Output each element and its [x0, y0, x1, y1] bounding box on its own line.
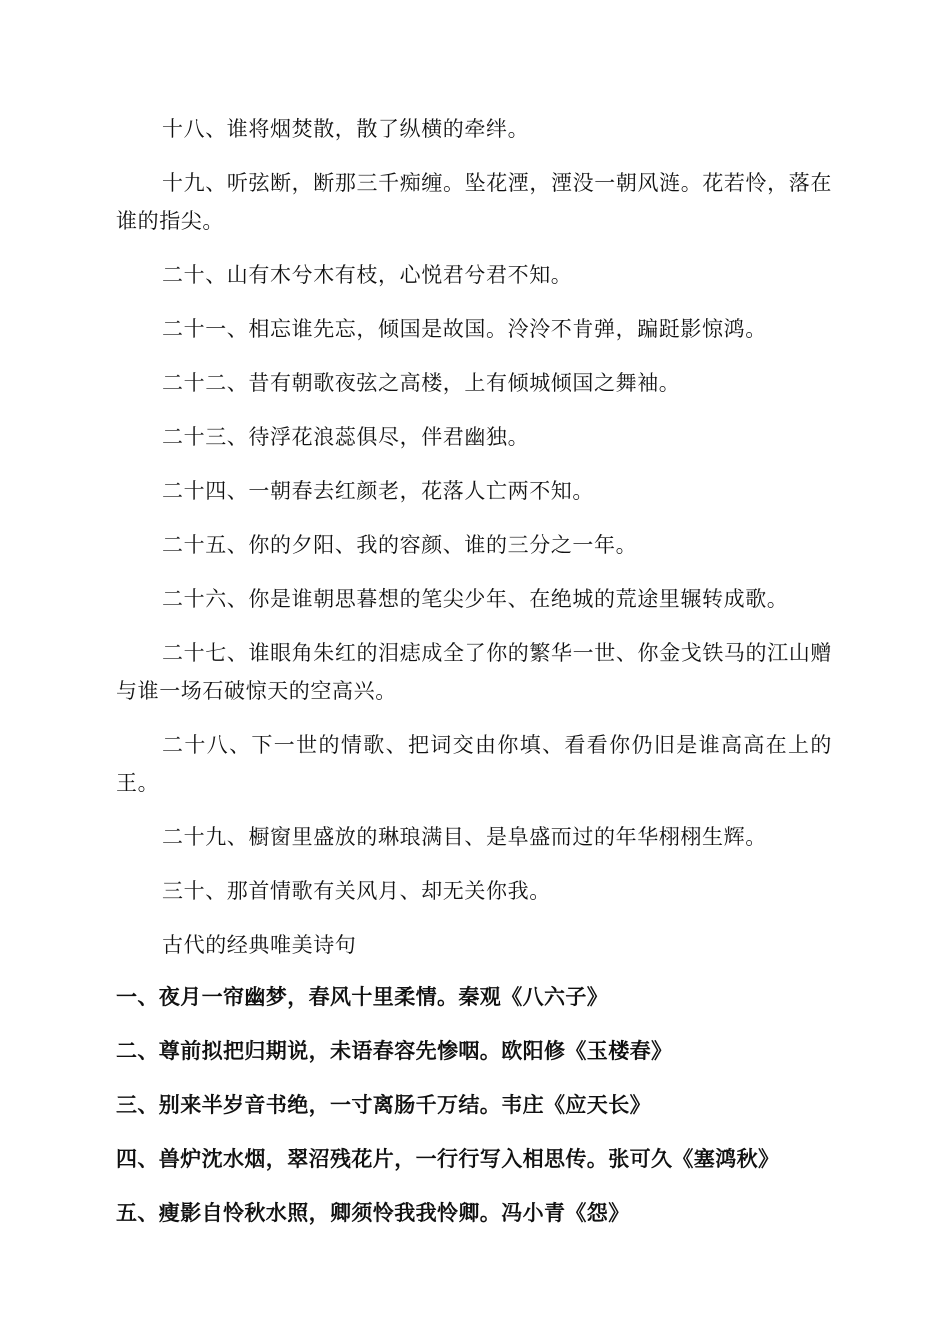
poem-line-3: 三、别来半岁音书绝，一寸离肠千万结。韦庄《应天长》 — [116, 1093, 651, 1117]
paragraph-22: 二十二、昔有朝歌夜弦之高楼，上有倾城倾国之舞袖。 — [162, 371, 681, 395]
section-heading: 古代的经典唯美诗句 — [162, 933, 357, 957]
paragraph-25: 二十五、你的夕阳、我的容颜、谁的三分之一年。 — [162, 533, 638, 557]
paragraph-23: 二十三、待浮花浪蕊俱尽，伴君幽独。 — [162, 425, 530, 449]
poem-line-4: 四、兽炉沈水烟，翠沼残花片，一行行写入相思传。张可久《塞鸿秋》 — [116, 1147, 780, 1171]
poem-line-2: 二、尊前拟把归期说，未语春容先惨咽。欧阳修《玉楼春》 — [116, 1039, 673, 1063]
paragraph-26: 二十六、你是谁朝思暮想的笔尖少年、在绝城的荒途里辗转成歌。 — [162, 587, 789, 611]
paragraph-19: 十九、听弦断，断那三千痴缠。坠花湮，湮没一朝风涟。花若怜，落在谁的指尖。 — [116, 171, 832, 233]
paragraph-29: 二十九、橱窗里盛放的琳琅满目、是阜盛而过的年华栩栩生辉。 — [162, 825, 767, 849]
paragraph-18: 十八、谁将烟焚散，散了纵横的牵绊。 — [162, 117, 530, 141]
paragraph-30: 三十、那首情歌有关风月、却无关你我。 — [162, 879, 551, 903]
paragraph-24: 二十四、一朝春去红颜老，花落人亡两不知。 — [162, 479, 594, 503]
poem-line-5: 五、瘦影自怜秋水照，卿须怜我我怜卿。冯小青《怨》 — [116, 1201, 630, 1225]
paragraph-20: 二十、山有木兮木有枝，心悦君兮君不知。 — [162, 263, 573, 287]
poem-line-1: 一、夜月一帘幽梦，春风十里柔情。秦观《八六子》 — [116, 985, 609, 1009]
paragraph-28: 二十八、下一世的情歌、把词交由你填、看看你仍旧是谁高高在上的王。 — [116, 733, 832, 795]
paragraph-21: 二十一、相忘谁先忘，倾国是故国。泠泠不肯弹，蹁跹影惊鸿。 — [162, 317, 767, 341]
paragraph-27: 二十七、谁眼角朱红的泪痣成全了你的繁华一世、你金戈铁马的江山赠与谁一场石破惊天的空高兴。 — [116, 641, 832, 703]
